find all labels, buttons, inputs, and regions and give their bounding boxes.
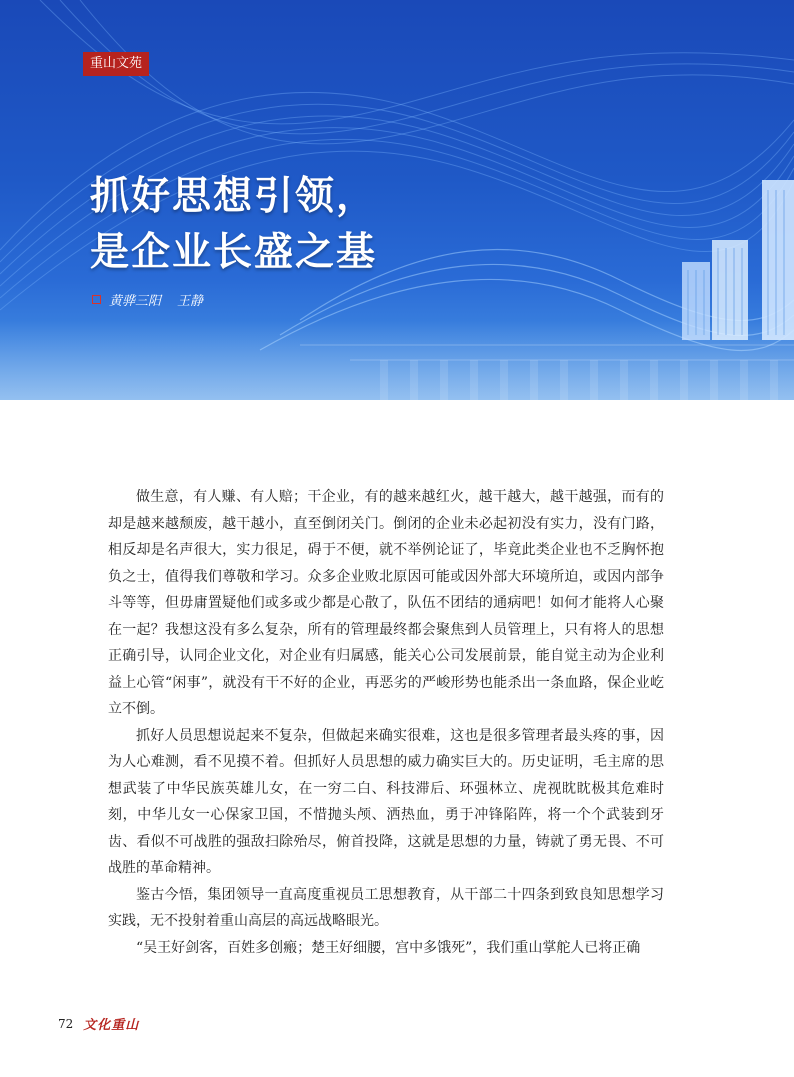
paragraph: “吴王好剑客，百姓多创瘢；楚王好细腰，宫中多饿死”，我们重山掌舵人已将正确	[136, 939, 641, 956]
page-number: 72	[58, 1016, 74, 1031]
publication-logo: 文化重山	[83, 1018, 140, 1033]
paragraph: 抓好人员思想说起来不复杂，但做起来确实很难，这也是很多管理者最头疼的事，因为人心难测，看不见摸不着。但抓好人员思想的威力确实巨大的。历史证明，毛主席的思想武装了中华民族英雄儿女，在一穷二白、科技滞后、环强林立、虎视眈眈极其危难时刻，中华儿女一心保家卫国，不惜抛头颅、洒热血，勇于冲锋陷阵，将一个个武装到牙齿、看似不可战胜的强敌扫除殆尽，俯首投降，这就是思想的力量，铸就了勇无畏、不可战胜的革命精神。	[108, 727, 664, 876]
article-title	[90, 168, 377, 280]
header-banner	[0, 0, 794, 400]
author-byline	[92, 290, 219, 309]
section-tag: 重山文苑	[83, 52, 149, 76]
page-footer	[58, 1014, 139, 1033]
paragraph: 做生意，有人赚、有人赔；干企业，有的越来越红火，越干越大，越干越强，而有的却是越来越颓废，越干越小，直至倒闭关门。倒闭的企业未必起初没有实力，没有门路，相反却是名声很大，实力很足，碍于不便，就不举例论证了，毕竟此类企业也不乏胸怀抱负之士，值得我们尊敬和学习。众多企业败北原因可能或因外部大环境所迫，或因内部争斗等等，但毋庸置疑他们或多或少都是心散了，队伍不团结的通病吧！如何才能将人心聚在一起？我想这没有多么复杂，所有的管理最终都会聚焦到人员管理上，只有将人的思想正确引导，认同企业文化，对企业有归属感，能关心公司发展前景，能自觉主动为企业利益上心管“闲事”，就没有干不好的企业，再恶劣的严峻形势也能杀出一条血路，保企业屹立不倒。	[108, 489, 664, 717]
article-body	[108, 484, 664, 961]
author-name: 黄骅三阳	[109, 294, 162, 309]
square-bullet-icon	[92, 295, 101, 304]
title-line-1: 抓好思想引领，	[90, 173, 378, 219]
title-line-2: 是企业长盛之基	[90, 229, 378, 275]
author-name: 王静	[177, 294, 204, 309]
paragraph: 鉴古今悟，集团领导一直高度重视员工思想教育，从干部二十四条到致良知思想学习实践，无不投射着重山高层的高远战略眼光。	[108, 886, 664, 929]
